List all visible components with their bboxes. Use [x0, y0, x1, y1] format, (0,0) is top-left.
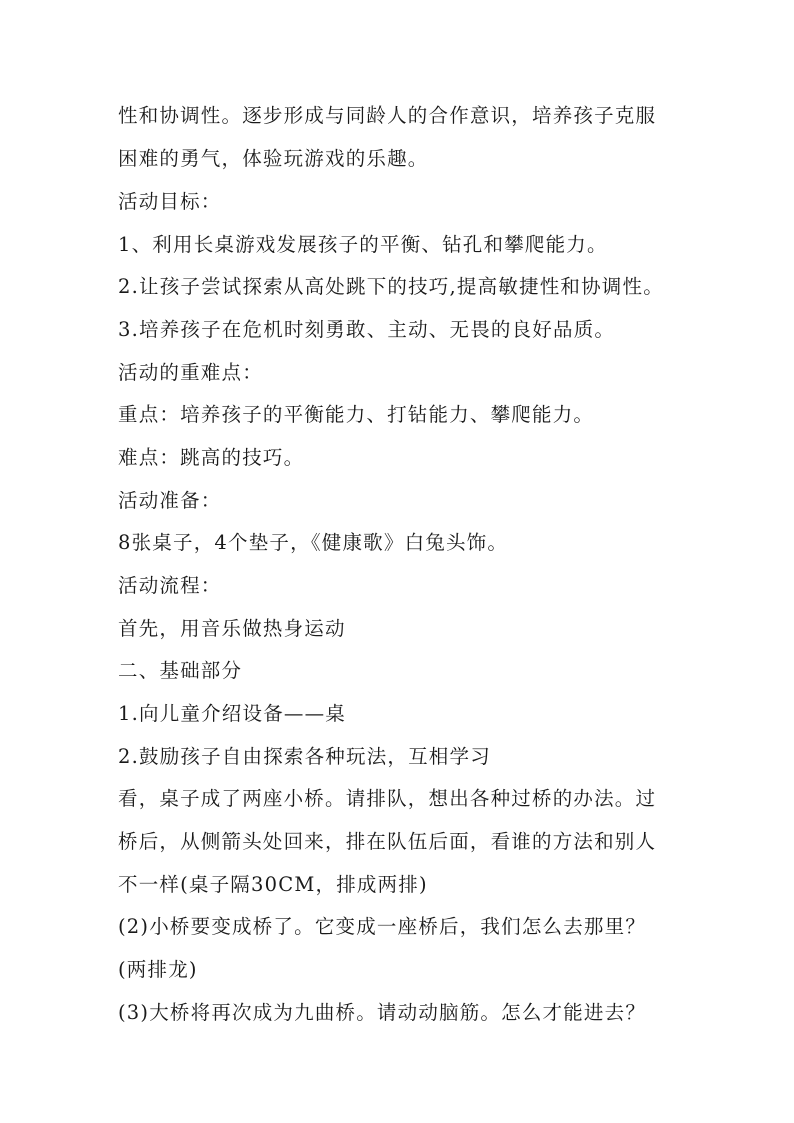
text-line: 桥后，从侧箭头处回来，排在队伍后面，看谁的方法和别人 — [118, 830, 657, 853]
text-line: 1、利用长桌游戏发展孩子的平衡、钻孔和攀爬能力。 — [118, 233, 608, 256]
text-line: (两排龙) — [118, 958, 198, 981]
text-line: (3)大桥将再次成为九曲桥。请动动脑筋。怎么才能进去？ — [118, 1001, 647, 1024]
text-line: 性和协调性。逐步形成与同龄人的合作意识，培养孩子克服 — [118, 104, 657, 127]
section-heading-basic: 二、基础部分 — [118, 659, 243, 682]
section-heading-goals: 活动目标： — [118, 190, 222, 213]
text-line: 2.让孩子尝试探索从高处跳下的技巧,提高敏捷性和协调性。 — [118, 275, 664, 298]
text-line: 8张桌子，4个垫子，《健康歌》白兔头饰。 — [118, 531, 509, 554]
text-line: (2)小桥要变成桥了。它变成一座桥后，我们怎么去那里？ — [118, 915, 647, 938]
text-line: 难点：跳高的技巧。 — [118, 446, 305, 469]
text-line: 不一样(桌子隔30CM，排成两排) — [118, 873, 428, 896]
text-line: 重点：培养孩子的平衡能力、打钻能力、攀爬能力。 — [118, 403, 595, 426]
text-line: 2.鼓励孩子自由探索各种玩法，互相学习 — [118, 745, 491, 768]
text-line: 3.培养孩子在危机时刻勇敢、主动、无畏的良好品质。 — [118, 318, 616, 341]
text-line: 困难的勇气，体验玩游戏的乐趣。 — [118, 147, 429, 170]
text-line: 1.向儿童介绍设备——桌 — [118, 702, 347, 725]
section-heading-process: 活动流程： — [118, 574, 222, 597]
section-heading-preparation: 活动准备： — [118, 489, 222, 512]
section-heading-key-points: 活动的重难点： — [118, 361, 263, 384]
text-line: 首先，用音乐做热身运动 — [118, 617, 346, 640]
text-line: 看，桌子成了两座小桥。请排队，想出各种过桥的办法。过 — [118, 787, 657, 810]
